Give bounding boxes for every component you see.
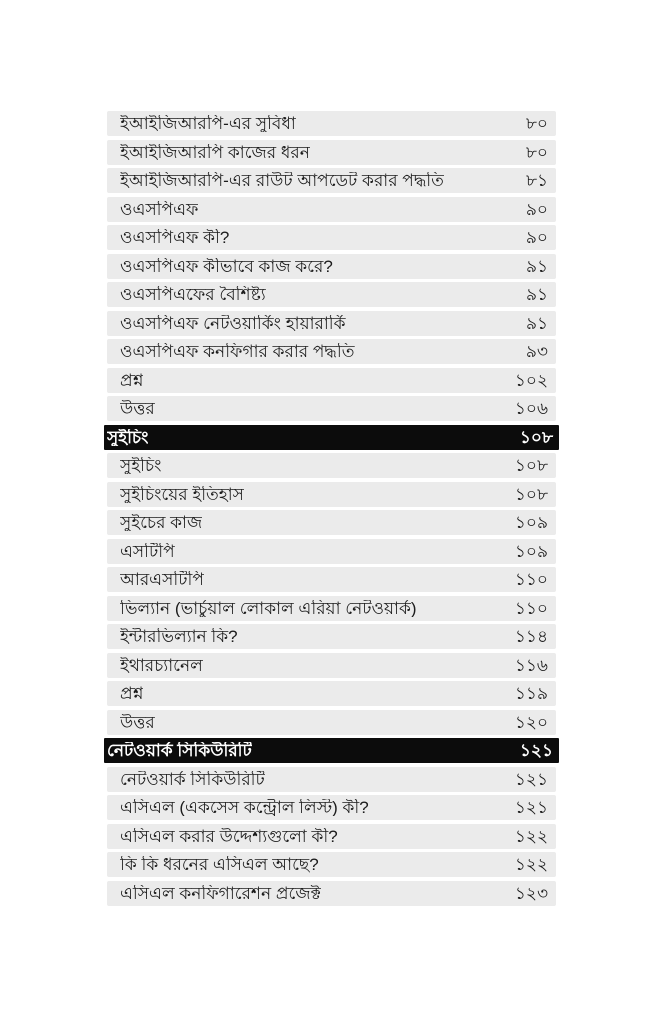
toc-entry-title: কি কি ধরনের এসিএল আছে? bbox=[120, 856, 319, 873]
toc-entry-title: ওএসপিএফের বৈশিষ্ট্য bbox=[120, 286, 266, 303]
toc-row bbox=[107, 368, 556, 393]
toc-entry-page-number: ১২৩ bbox=[514, 883, 548, 903]
toc-row bbox=[107, 254, 556, 279]
toc-entry-title: ইথারচ্যানেল bbox=[120, 656, 203, 674]
toc-entry-page-number: ৯১ bbox=[525, 285, 548, 304]
toc-entry-page-number: ১০৮ bbox=[514, 484, 548, 504]
toc-row bbox=[107, 339, 556, 364]
toc-entry-title: উত্তর bbox=[120, 713, 155, 731]
toc-entry-title: উত্তর bbox=[120, 400, 155, 417]
toc-entry-title: সুইচিং bbox=[107, 428, 149, 446]
toc-row bbox=[107, 168, 556, 193]
toc-entry-page-number: ১২০ bbox=[514, 712, 548, 732]
toc-row bbox=[107, 710, 556, 735]
toc-entry-title: আরএসটিপি bbox=[120, 571, 204, 588]
toc-entry-page-number: ৯৩ bbox=[525, 342, 548, 361]
toc-entry-title: ইন্টারভিল্যান কি? bbox=[120, 628, 238, 645]
toc-entry-title: ইআইজিআরপি-এর সুবিধা bbox=[120, 115, 296, 132]
toc-row bbox=[107, 311, 556, 336]
toc-entry-title: এসিএল (একসেস কন্ট্রোল লিস্ট) কী? bbox=[120, 799, 369, 816]
toc-entry-page-number: ১২২ bbox=[514, 855, 548, 874]
toc-row bbox=[107, 510, 556, 535]
toc-entry-page-number: ১২১ bbox=[514, 769, 548, 789]
toc-row bbox=[107, 225, 556, 250]
toc-entry-title: ওএসপিএফ bbox=[120, 200, 199, 218]
toc-entry-page-number: ১০৬ bbox=[514, 399, 548, 418]
toc-entry-page-number: ৯১ bbox=[525, 313, 548, 333]
toc-entry-title: প্রশ্ন bbox=[120, 685, 144, 702]
toc-entry-page-number: ১০৮ bbox=[514, 456, 548, 475]
toc-row bbox=[107, 111, 556, 136]
toc-row bbox=[107, 453, 556, 478]
toc-section-header bbox=[104, 425, 559, 450]
toc-row bbox=[107, 596, 556, 621]
toc-entry-page-number: ১১৯ bbox=[514, 684, 548, 703]
toc-entry-title: ওএসপিএফ নেটওয়ার্কিং হায়ারার্কি bbox=[120, 314, 346, 332]
toc-row bbox=[107, 767, 556, 792]
toc-entry-title: সুইচের কাজ bbox=[120, 514, 203, 531]
toc-row bbox=[107, 282, 556, 307]
toc-row bbox=[107, 567, 556, 592]
toc-row bbox=[107, 881, 556, 906]
toc-row bbox=[107, 197, 556, 222]
toc-row bbox=[107, 140, 556, 165]
toc-entry-page-number: ৯০ bbox=[525, 199, 548, 219]
toc-entry-page-number: ১২২ bbox=[514, 826, 548, 846]
toc-entry-page-number: ১২১ bbox=[514, 798, 548, 817]
toc-entry-page-number: ১১৪ bbox=[514, 627, 548, 646]
toc-entry-page-number: ৮০ bbox=[525, 114, 548, 133]
toc-entry-title: ইআইজিআরপি কাজের ধরন bbox=[120, 143, 310, 161]
toc-entry-page-number: ৮১ bbox=[525, 171, 548, 190]
toc-entry-page-number: ৮০ bbox=[525, 142, 548, 162]
toc-entry-page-number: ৯১ bbox=[525, 256, 548, 276]
toc-row bbox=[107, 653, 556, 678]
toc-row bbox=[107, 482, 556, 507]
toc-entry-title: নেটওয়ার্ক সিকিউরিটি bbox=[120, 770, 265, 788]
toc-row bbox=[107, 824, 556, 849]
toc-entry-page-number: ১০৯ bbox=[514, 541, 548, 561]
toc-entry-page-number: ১০৯ bbox=[514, 513, 548, 532]
toc-entry-title: ভিল্যান (ভার্চুয়াল লোকাল এরিয়া নেটওয়ার্ক) bbox=[120, 599, 417, 617]
toc-row bbox=[107, 396, 556, 421]
toc-row bbox=[107, 852, 556, 877]
toc-entry-page-number: ১১০ bbox=[514, 598, 548, 618]
toc-row bbox=[107, 624, 556, 649]
toc-entry-page-number: ১০২ bbox=[514, 370, 548, 390]
toc-row bbox=[107, 795, 556, 820]
toc-entry-title: প্রশ্ন bbox=[120, 371, 144, 389]
toc-entry-title: ওএসপিএফ কী? bbox=[120, 229, 230, 246]
table-of-contents bbox=[107, 111, 556, 909]
toc-entry-title: নেটওয়ার্ক সিকিউরিটি bbox=[107, 742, 252, 759]
toc-entry-title: ইআইজিআরপি-এর রাউট আপডেট করার পদ্ধতি bbox=[120, 172, 444, 189]
toc-entry-page-number: ১০৮ bbox=[519, 427, 553, 447]
toc-row bbox=[107, 681, 556, 706]
toc-entry-page-number: ১২১ bbox=[519, 741, 553, 760]
toc-entry-title: ওএসপিএফ কীভাবে কাজ করে? bbox=[120, 257, 333, 275]
toc-entry-title: সুইচিং bbox=[120, 457, 162, 474]
toc-entry-page-number: ১১৬ bbox=[514, 655, 548, 675]
toc-entry-title: এসিএল কনফিগারেশন প্রজেক্ট bbox=[120, 884, 321, 902]
toc-entry-title: সুইচিংয়ের ইতিহাস bbox=[120, 485, 244, 503]
toc-entry-title: ওএসপিএফ কনফিগার করার পদ্ধতি bbox=[120, 343, 355, 360]
toc-entry-title: এসটিপি bbox=[120, 542, 175, 560]
toc-entry-page-number: ১১০ bbox=[514, 570, 548, 589]
toc-section-header bbox=[104, 738, 559, 763]
toc-entry-page-number: ৯০ bbox=[525, 228, 548, 247]
toc-entry-title: এসিএল করার উদ্দেশ্যগুলো কী? bbox=[120, 827, 338, 845]
toc-row bbox=[107, 539, 556, 564]
